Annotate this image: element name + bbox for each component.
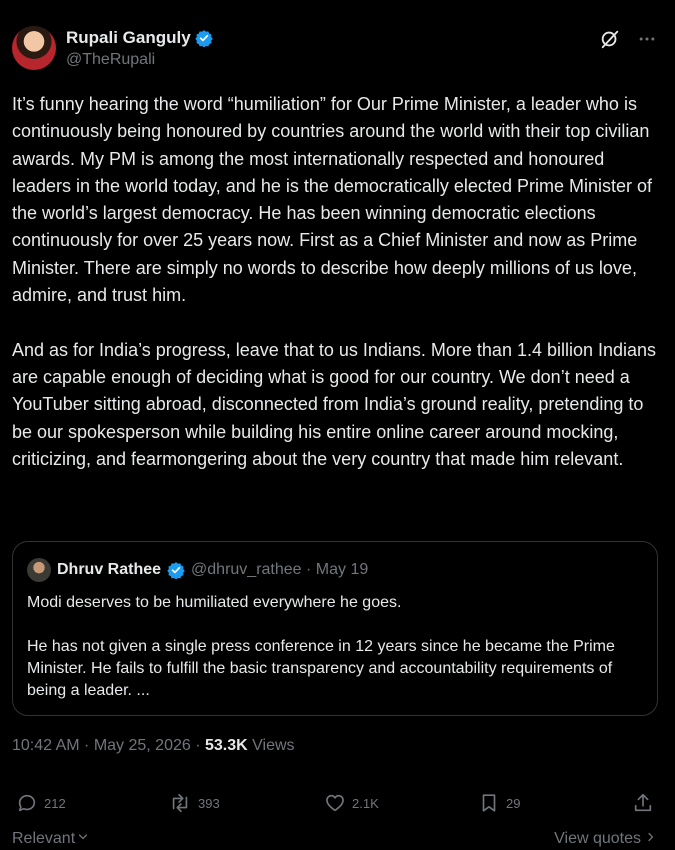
like-count: 2.1K	[352, 795, 379, 811]
share-icon	[632, 792, 654, 814]
quoted-verified-badge-icon	[167, 561, 185, 579]
bookmark-button[interactable]	[478, 792, 520, 814]
tweet-meta	[12, 737, 295, 755]
repost-icon	[168, 792, 192, 814]
author-name-row	[66, 28, 213, 48]
chevron-right-icon	[645, 831, 657, 843]
tweet-header	[12, 24, 663, 72]
reply-button[interactable]	[16, 792, 66, 814]
tweet-timestamp[interactable]: 10:42 AM · May 25, 2026 ·	[12, 737, 205, 754]
like-button[interactable]	[324, 792, 379, 814]
action-bar	[16, 792, 656, 816]
author-name[interactable]: Rupali Ganguly	[66, 28, 191, 47]
views-label: Views	[247, 737, 295, 754]
sort-label: Relevant	[12, 830, 76, 847]
repost-button[interactable]	[168, 792, 220, 814]
more-icon[interactable]	[637, 29, 657, 49]
tweet-text: It’s funny hearing the word “humiliation” for Our Prime Minister, a leader who is continuously being honoured by countries around the world with their top civilian awards. My PM is among the most internationally respected and honoured leaders in the world today, and he is the democratically elected Prime Minister of the world’s largest democracy. He has been winning democratic elections continuously for over 25 years now. First as a Chief Minister and now as Prime Minister. There are simply no words to describe how deeply millions of us love, admire, and trust him. And as for India’s progress, leave that to us Indians. More than 1.4 billion Indians are capable enough of deciding what is good for our country. We don’t need a YouTuber sitting abroad, disconnected from India’s ground reality, pretending to be our spokesperson while building his entire online career around mocking, criticizing, and fearmongering about the very country that made him relevant.	[12, 94, 657, 469]
quoted-tweet[interactable]	[12, 541, 658, 716]
quoted-handle-date: @dhruv_rathee · May 19	[191, 561, 369, 578]
heart-icon	[324, 792, 346, 814]
grok-icon[interactable]	[599, 28, 621, 50]
view-quotes-link[interactable]	[554, 830, 657, 848]
header-actions	[599, 28, 657, 50]
reply-count: 212	[44, 795, 66, 811]
views-count: 53.3K	[205, 737, 248, 754]
share-button[interactable]	[632, 792, 654, 814]
quoted-author-avatar	[27, 558, 51, 582]
quoted-author-name: Dhruv Rathee	[57, 561, 162, 578]
bookmark-count: 29	[506, 795, 521, 811]
bookmark-icon	[478, 792, 500, 814]
view-quotes-label: View quotes	[554, 830, 641, 847]
author-avatar[interactable]	[12, 26, 56, 70]
verified-badge-icon	[195, 29, 213, 47]
repost-count: 393	[198, 795, 220, 811]
quoted-tweet-header	[27, 558, 368, 582]
quoted-tweet-text: Modi deserves to be humiliated everywhere he goes. He has not given a single press conference in 12 years since he became the Prime Minister. He fails to fulfill the basic transparency and accountability requirements of being a leader. ...	[27, 594, 615, 699]
author-handle[interactable]: @TheRupali	[66, 51, 156, 68]
reply-icon	[16, 792, 38, 814]
sort-relevant-dropdown[interactable]	[12, 830, 89, 848]
chevron-down-icon	[77, 831, 89, 843]
